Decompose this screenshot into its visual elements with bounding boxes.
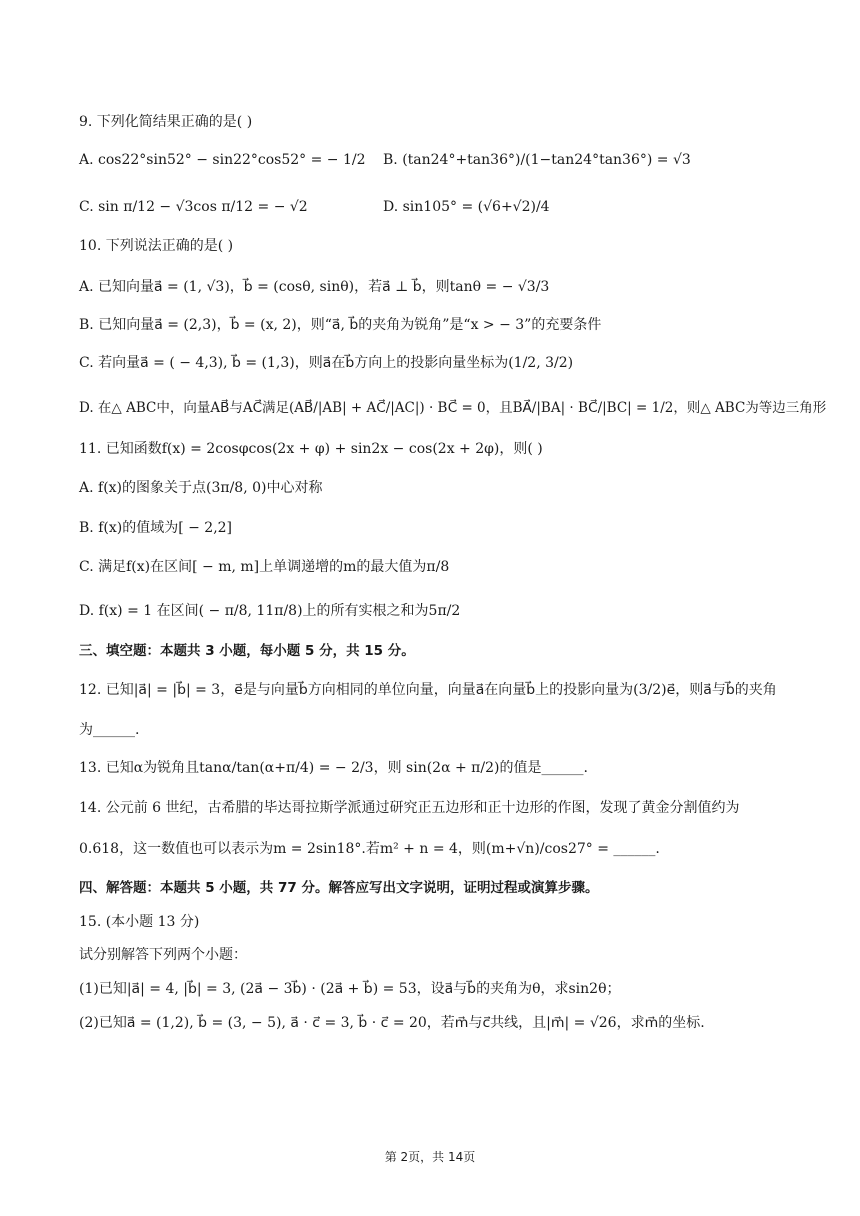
q10-option-d: D. 在△ ABC中，向量AB⃗与AC⃗满足(AB⃗/|AB| + AC⃗/|AC|) · BC⃗ = 0，且BA⃗/|BA| · BC⃗/|BC| = 1/2，则△ ABC为等边三角形 <box>79 400 827 416</box>
q14-line1: 14. 公元前 6 世纪，古希腊的毕达哥拉斯学派通过研究正五边形和正十边形的作图，发现了黄金分割值约为 <box>79 800 740 816</box>
q12-line1: 12. 已知|a⃗| = |b⃗| = 3，e⃗是与向量b⃗方向相同的单位向量，向量a⃗在向量b⃗上的投影向量为(3/2)e⃗，则a⃗与b⃗的夹角 <box>79 682 777 698</box>
q10-option-b: B. 已知向量a⃗ = (2,3)，b⃗ = (x, 2)，则“a⃗, b⃗的夹角为锐角”是“x > − 3”的充要条件 <box>79 317 602 333</box>
section-4-heading: 四、解答题：本题共 5 小题，共 77 分。解答应写出文字说明，证明过程或演算步骤。 <box>79 880 599 896</box>
q12-line2: 为______. <box>79 722 140 738</box>
q11-option-d: D. f(x) = 1 在区间( − π/8, 11π/8)上的所有实根之和为5π/2 <box>79 603 461 619</box>
q15-intro: 试分别解答下列两个小题： <box>79 947 247 963</box>
q10-option-c: C. 若向量a⃗ = ( − 4,3), b⃗ = (1,3)，则a⃗在b⃗方向上的投影向量坐标为(1/2, 3/2) <box>79 355 574 371</box>
q11-option-c: C. 满足f(x)在区间[ − m, m]上单调递增的m的最大值为π/8 <box>79 559 450 575</box>
q9-option-c: C. sin π/12 − √3cos π/12 = − √2 <box>79 199 308 215</box>
q9-option-d: D. sin105° = (√6+√2)/4 <box>383 199 550 215</box>
q9-option-a: A. cos22°sin52° − sin22°cos52° = − 1/2 <box>79 152 366 168</box>
q10-stem: 10. 下列说法正确的是( ) <box>79 238 234 254</box>
page-footer: 第 2页，共 14页 <box>384 1150 476 1164</box>
q15-part2: (2)已知a⃗ = (1,2), b⃗ = (3, − 5), a⃗ · c⃗ = 3, b⃗ · c⃗ = 20，若m⃗与c⃗共线，且|m⃗| = √26，求m⃗的坐标. <box>79 1015 705 1031</box>
q11-stem: 11. 已知函数f(x) = 2cosφcos(2x + φ) + sin2x − cos(2x + 2φ)，则( ) <box>79 441 543 457</box>
q14-line2: 0.618，这一数值也可以表示为m = 2sin18°.若m² + n = 4，则(m+√n)/cos27° = ______. <box>79 841 660 857</box>
q9-option-b: B. (tan24°+tan36°)/(1−tan24°tan36°) = √3 <box>383 152 691 168</box>
q13: 13. 已知α为锐角且tanα/tan(α+π/4) = − 2/3，则 sin(2α + π/2)的值是______. <box>79 760 588 776</box>
q10-option-a: A. 已知向量a⃗ = (1, √3)，b⃗ = (cosθ, sinθ)，若a⃗ ⊥ b⃗，则tanθ = − √3/3 <box>79 279 550 295</box>
q11-option-a: A. f(x)的图象关于点(3π/8, 0)中心对称 <box>79 480 323 496</box>
q9-stem: 9. 下列化简结果正确的是( ) <box>79 114 253 130</box>
q15-part1: (1)已知|a⃗| = 4, |b⃗| = 3, (2a⃗ − 3b⃗) · (2a⃗ + b⃗) = 53，设a⃗与b⃗的夹角为θ，求sin2θ； <box>79 981 621 997</box>
q15-title: 15. (本小题 13 分) <box>79 914 200 930</box>
q11-option-b: B. f(x)的值域为[ − 2,2] <box>79 520 233 536</box>
section-3-heading: 三、填空题：本题共 3 小题，每小题 5 分，共 15 分。 <box>79 643 415 659</box>
